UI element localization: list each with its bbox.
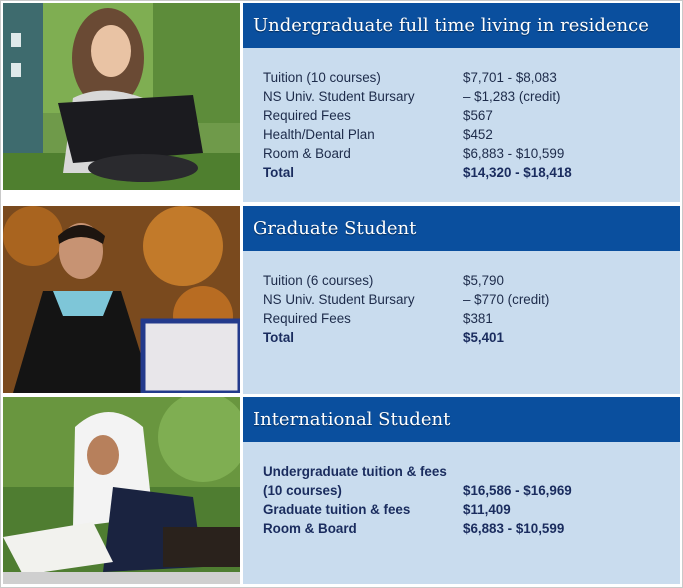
cost-value: $7,701 - $8,083 — [463, 70, 557, 85]
cost-value: $11,409 — [463, 502, 511, 517]
cost-row — [263, 462, 680, 481]
cost-label: Required Fees — [263, 108, 351, 123]
cost-value: $452 — [463, 127, 493, 142]
cost-value: $381 — [463, 311, 493, 326]
total-label: Total — [263, 165, 294, 180]
cost-row — [263, 68, 680, 87]
total-value: $5,401 — [463, 330, 504, 345]
cost-row — [263, 87, 680, 106]
total-label: Total — [263, 330, 294, 345]
cost-label: Undergraduate tuition & fees — [263, 464, 447, 479]
graduate-card — [243, 206, 680, 394]
cost-row — [263, 125, 680, 144]
cost-row — [263, 481, 680, 500]
cost-value: $6,883 - $10,599 — [463, 146, 565, 161]
cost-value: – $1,283 (credit) — [463, 89, 561, 104]
undergraduate-costs — [243, 48, 680, 182]
cost-label: Tuition (10 courses) — [263, 70, 381, 85]
cost-value: $6,883 - $10,599 — [463, 521, 565, 536]
undergraduate-title: Undergraduate full time living in residence — [243, 3, 680, 48]
cost-row — [263, 271, 680, 290]
cost-row — [263, 519, 680, 538]
cost-row — [263, 309, 680, 328]
cost-label: Room & Board — [263, 521, 357, 536]
graduate-costs — [243, 251, 680, 347]
cost-value: $16,586 - $16,969 — [463, 483, 572, 498]
cost-label: Room & Board — [263, 146, 351, 161]
cost-label: Health/Dental Plan — [263, 127, 375, 142]
cost-row — [263, 144, 680, 163]
cost-row — [263, 290, 680, 309]
cost-label: Tuition (6 courses) — [263, 273, 374, 288]
cost-label: (10 courses) — [263, 483, 342, 498]
cost-value: $567 — [463, 108, 493, 123]
international-card — [243, 397, 680, 584]
cost-value: – $770 (credit) — [463, 292, 550, 307]
international-costs — [243, 442, 680, 538]
cost-value: $5,790 — [463, 273, 504, 288]
international-title: International Student — [243, 397, 680, 442]
student-reading-photo — [3, 3, 240, 190]
total-value: $14,320 - $18,418 — [463, 165, 572, 180]
cost-label: NS Univ. Student Bursary — [263, 292, 415, 307]
cost-row — [263, 500, 680, 519]
total-row — [263, 163, 680, 182]
cost-label: Required Fees — [263, 311, 351, 326]
graduate-title: Graduate Student — [243, 206, 680, 251]
undergraduate-card — [243, 3, 680, 202]
cost-label: NS Univ. Student Bursary — [263, 89, 415, 104]
total-row — [263, 328, 680, 347]
graduate-student-photo — [3, 206, 240, 393]
cost-label: Graduate tuition & fees — [263, 502, 411, 517]
international-student-photo — [3, 397, 240, 584]
cost-row — [263, 106, 680, 125]
